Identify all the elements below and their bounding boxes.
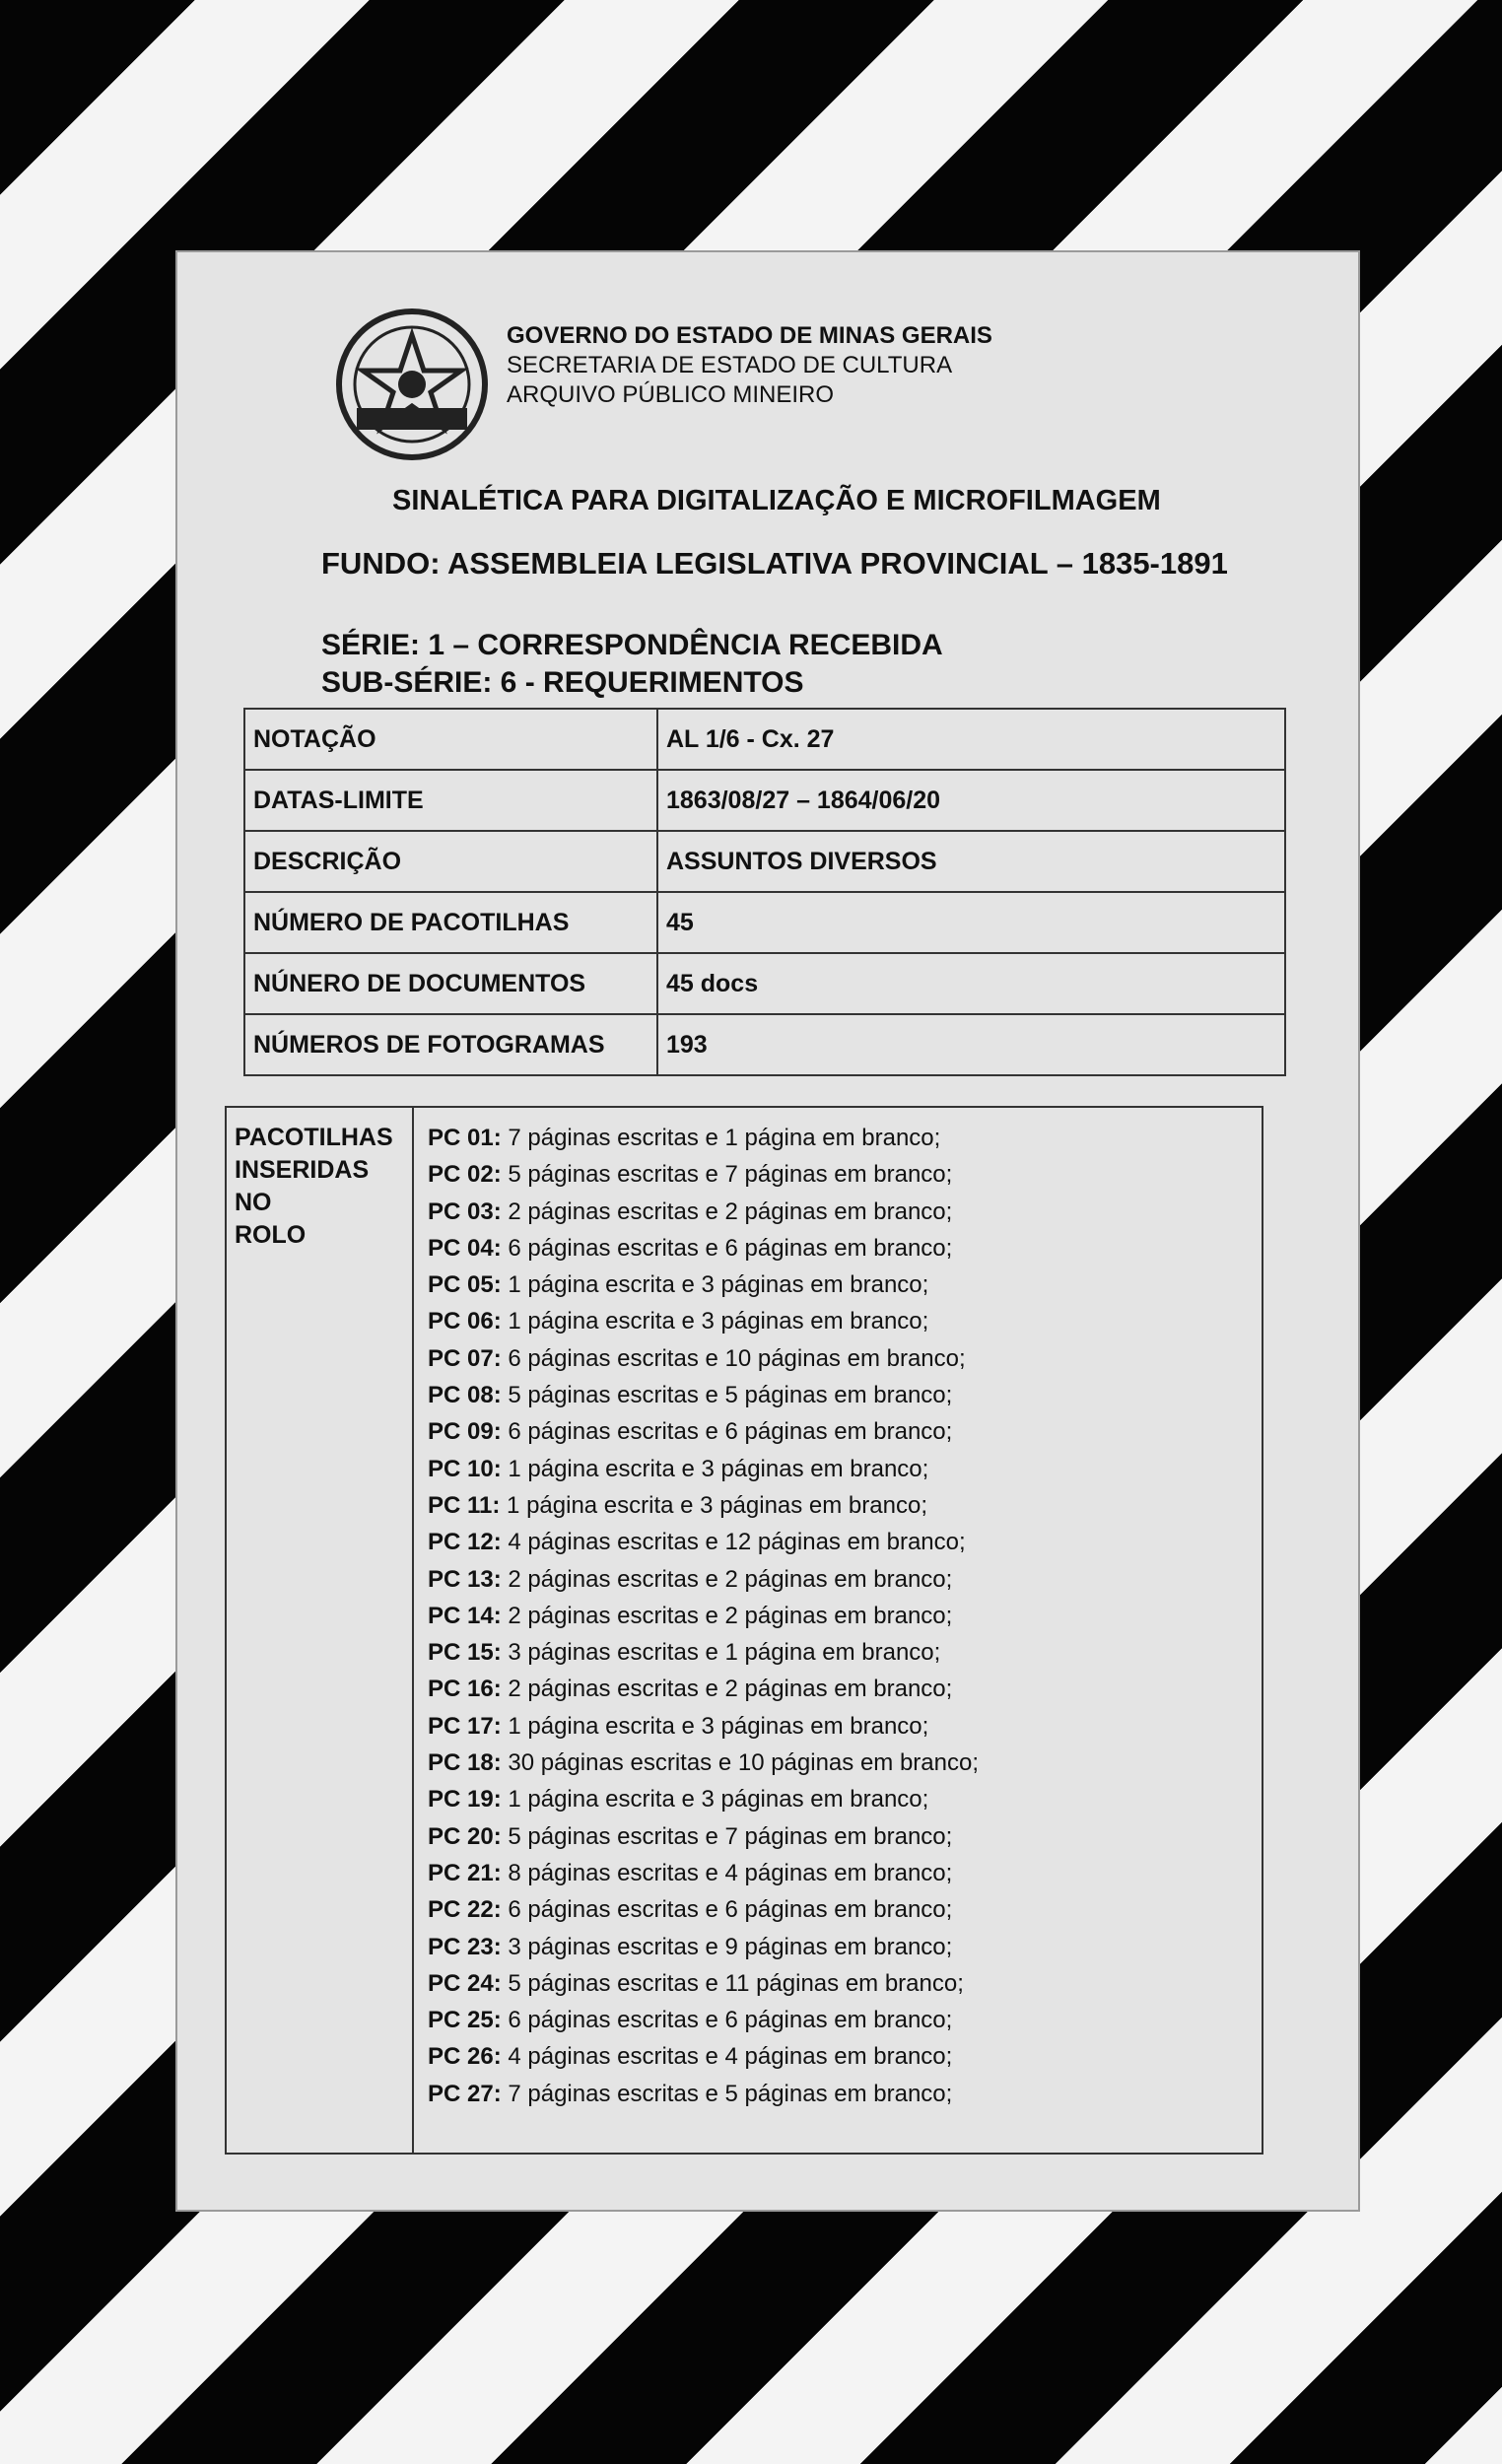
pacotilha-code: PC 10: [428,1455,502,1482]
pacotilha-description: 4 páginas escritas e 4 páginas em branco; [508,2043,953,2071]
list-item [428,1891,979,1928]
pacotilha-code: PC 01: [428,1125,502,1151]
list-item [428,1266,979,1303]
list-item [428,1156,979,1193]
list-item [428,1524,979,1560]
pacotilha-code: PC 11: [428,1491,501,1519]
pacotilha-code: PC 08: [428,1382,502,1409]
pacotilha-description: 1 página escrita e 3 páginas em branco; [508,1308,929,1335]
list-item [428,1451,979,1487]
pacotilha-code: PC 27: [428,2080,502,2107]
metadata-value: 45 [657,892,1285,953]
header-line-2: SECRETARIA DE ESTADO DE CULTURA [507,352,953,378]
pacotilhas-box [225,1106,1263,2155]
pacotilha-code: PC 22: [428,1896,502,1924]
list-item [428,1634,979,1671]
list-item [428,1818,979,1855]
pacotilha-description: 6 páginas escritas e 6 páginas em branco; [508,1418,953,1446]
pacotilha-code: PC 26: [428,2043,502,2071]
list-item [428,2002,979,2038]
metadata-label: DESCRIÇÃO [244,831,657,892]
pacotilha-description: 2 páginas escritas e 2 páginas em branco; [508,1676,953,1703]
pacotilha-code: PC 04: [428,1234,502,1262]
metadata-label: NÚNERO DE DOCUMENTOS [244,953,657,1014]
metadata-value: ASSUNTOS DIVERSOS [657,831,1285,892]
list-item [428,1929,979,1965]
pacotilha-description: 6 páginas escritas e 6 páginas em branco; [508,2007,953,2034]
list-item [428,1708,979,1745]
pacotilha-description: 2 páginas escritas e 2 páginas em branco; [508,1602,953,1629]
pacotilha-code: PC 09: [428,1418,502,1446]
pacotilha-description: 7 páginas escritas e 5 páginas em branco; [508,2080,953,2107]
pacotilha-code: PC 16: [428,1676,502,1703]
metadata-row [244,953,1285,1014]
pacotilha-code: PC 18: [428,1749,502,1777]
metadata-value: AL 1/6 - Cx. 27 [657,709,1285,770]
pacotilha-code: PC 23: [428,1933,502,1960]
header-line-3: ARQUIVO PÚBLICO MINEIRO [507,381,835,408]
metadata-value: 193 [657,1014,1285,1075]
institution-header [507,321,992,410]
list-item [428,1194,979,1230]
pacotilha-code: PC 21: [428,1859,502,1886]
metadata-value: 45 docs [657,953,1285,1014]
metadata-row [244,831,1285,892]
metadata-row [244,892,1285,953]
metadata-row [244,770,1285,831]
list-item [428,1745,979,1781]
pacotilha-description: 2 páginas escritas e 2 páginas em branco; [508,1565,953,1593]
list-item [428,2038,979,2075]
serie-line: SÉRIE: 1 – CORRESPONDÊNCIA RECEBIDA [321,629,943,661]
pacotilha-code: PC 15: [428,1639,502,1667]
pacotilhas-list [428,1120,979,2112]
metadata-value: 1863/08/27 – 1864/06/20 [657,770,1285,831]
pacotilha-code: PC 24: [428,1969,502,1997]
metadata-label: NÚMEROS DE FOTOGRAMAS [244,1014,657,1075]
pacotilha-description: 6 páginas escritas e 10 páginas em branco; [508,1344,966,1372]
metadata-label: NÚMERO DE PACOTILHAS [244,892,657,953]
pacotilha-description: 6 páginas escritas e 6 páginas em branco; [508,1234,953,1262]
pacotilha-description: 5 páginas escritas e 5 páginas em branco; [508,1382,953,1409]
pacotilha-code: PC 12: [428,1529,502,1556]
pacotilha-description: 3 páginas escritas e 1 página em branco; [508,1639,941,1667]
list-item [428,1965,979,2002]
pacotilha-code: PC 25: [428,2007,502,2034]
list-item [428,1377,979,1413]
pacotilha-description: 1 página escrita e 3 páginas em branco; [508,1271,929,1299]
list-item [428,1413,979,1450]
pacotilha-description: 5 páginas escritas e 7 páginas em branco; [508,1161,953,1189]
list-item [428,1340,979,1377]
pacotilha-description: 2 páginas escritas e 2 páginas em branco; [508,1198,953,1225]
document-sheet [175,250,1360,2212]
pacotilhas-label: PACOTILHAS INSERIDAS NO ROLO [227,1108,414,2153]
list-item [428,1561,979,1598]
list-item [428,1671,979,1707]
metadata-row [244,1014,1285,1075]
pacotilha-code: PC 20: [428,1822,502,1850]
metadata-label: DATAS-LIMITE [244,770,657,831]
metadata-label: NOTAÇÃO [244,709,657,770]
list-item [428,1855,979,1891]
header-line-1: GOVERNO DO ESTADO DE MINAS GERAIS [507,322,992,349]
pacotilha-description: 8 páginas escritas e 4 páginas em branco; [508,1859,953,1886]
pacotilha-description: 1 página escrita e 3 páginas em branco; [508,1786,929,1814]
pacotilha-description: 1 página escrita e 3 páginas em branco; [508,1455,929,1482]
pacotilha-code: PC 19: [428,1786,502,1814]
list-item [428,1598,979,1634]
document-title: SINALÉTICA PARA DIGITALIZAÇÃO E MICROFILMAGEM [392,485,1161,516]
pacotilha-code: PC 17: [428,1712,502,1740]
list-item [428,2076,979,2112]
pacotilha-code: PC 07: [428,1344,502,1372]
pacotilha-description: 1 página escrita e 3 páginas em branco; [507,1491,927,1519]
metadata-row [244,709,1285,770]
subserie-line: SUB-SÉRIE: 6 - REQUERIMENTOS [321,666,804,699]
list-item [428,1230,979,1266]
pacotilha-code: PC 02: [428,1161,502,1189]
pacotilha-description: 5 páginas escritas e 7 páginas em branco; [508,1822,953,1850]
metadata-table [243,708,1286,1076]
pacotilha-description: 6 páginas escritas e 6 páginas em branco; [508,1896,953,1924]
pacotilha-description: 4 páginas escritas e 12 páginas em branco; [508,1529,966,1556]
minas-gerais-seal-icon [333,306,491,463]
pacotilha-code: PC 13: [428,1565,502,1593]
pacotilha-code: PC 05: [428,1271,502,1299]
pacotilha-description: 30 páginas escritas e 10 páginas em branco; [508,1749,980,1777]
list-item [428,1781,979,1817]
pacotilha-code: PC 14: [428,1602,502,1629]
list-item [428,1487,979,1524]
list-item [428,1120,979,1156]
list-item [428,1303,979,1339]
pacotilha-code: PC 06: [428,1308,502,1335]
pacotilha-code: PC 03: [428,1198,502,1225]
fundo-line: FUNDO: ASSEMBLEIA LEGISLATIVA PROVINCIAL – 1835-1891 [321,546,1228,581]
pacotilha-description: 5 páginas escritas e 11 páginas em branco; [508,1969,964,1997]
pacotilha-description: 3 páginas escritas e 9 páginas em branco; [508,1933,953,1960]
pacotilha-description: 1 página escrita e 3 páginas em branco; [508,1712,929,1740]
pacotilha-description: 7 páginas escritas e 1 página em branco; [508,1125,941,1151]
serie-block [321,627,943,702]
